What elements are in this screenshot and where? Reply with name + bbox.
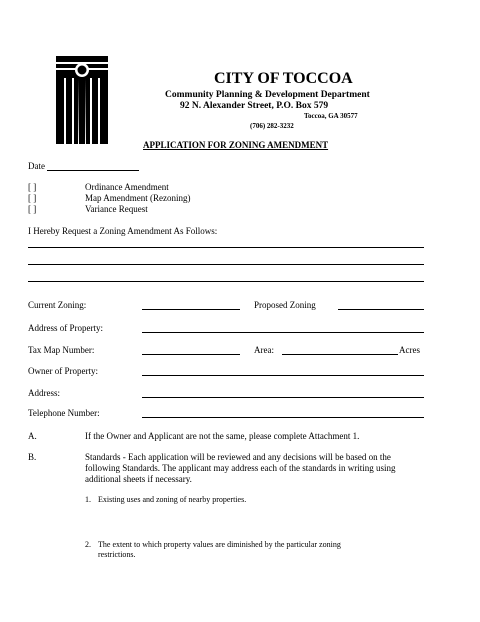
request-line-1[interactable] bbox=[28, 247, 424, 248]
proposed-zoning-label: Proposed Zoning bbox=[254, 300, 316, 310]
address-of-property-label: Address of Property: bbox=[28, 323, 103, 333]
telephone-number-label: Telephone Number: bbox=[28, 408, 100, 418]
form-title: APPLICATION FOR ZONING AMENDMENT bbox=[143, 140, 329, 150]
owner-of-property-label: Owner of Property: bbox=[28, 366, 98, 376]
section-a-text: If the Owner and Applicant are not the same, please complete Attachment 1. bbox=[85, 431, 360, 441]
acres-label: Acres bbox=[399, 345, 420, 355]
department-name: Community Planning & Development Department bbox=[165, 90, 370, 100]
street-address: 92 N. Alexander Street, P.O. Box 579 bbox=[180, 101, 329, 111]
checkbox-variance-request[interactable]: [ ] bbox=[28, 204, 37, 214]
area-field[interactable] bbox=[282, 354, 398, 355]
request-line-3[interactable] bbox=[28, 281, 424, 282]
section-b-text-line-1: Standards - Each application will be reviewed and any decisions will be based on the bbox=[85, 452, 391, 462]
label-variance-request: Variance Request bbox=[85, 204, 148, 214]
date-label: Date bbox=[28, 161, 45, 171]
phone-number: (706) 282-3232 bbox=[250, 122, 294, 130]
standard-2-text-line-1: The extent to which property values are diminished by the particular zoning bbox=[98, 540, 341, 549]
standard-2-text-line-2: restrictions. bbox=[98, 550, 136, 559]
label-map-amendment: Map Amendment (Rezoning) bbox=[85, 193, 191, 203]
section-b-letter: B. bbox=[28, 452, 37, 462]
section-b-text-line-3: additional sheets if necessary. bbox=[85, 474, 192, 484]
owner-address-label: Address: bbox=[28, 388, 60, 398]
section-b-text-line-2: following Standards. The applicant may address each of the standards in writing using bbox=[85, 463, 396, 473]
standard-2-number: 2. bbox=[85, 540, 91, 549]
city-state-zip: Toccoa, GA 30577 bbox=[304, 112, 358, 120]
standard-1-text: Existing uses and zoning of nearby properties. bbox=[98, 495, 247, 504]
tax-map-number-label: Tax Map Number: bbox=[28, 345, 95, 355]
checkbox-ordinance-amendment[interactable]: [ ] bbox=[28, 182, 37, 192]
checkbox-map-amendment[interactable]: [ ] bbox=[28, 193, 37, 203]
city-logo bbox=[56, 56, 108, 144]
city-name: CITY OF TOCCOA bbox=[214, 70, 353, 87]
owner-of-property-field[interactable] bbox=[142, 375, 424, 376]
section-a-letter: A. bbox=[28, 431, 37, 441]
standard-1-number: 1. bbox=[85, 495, 91, 504]
address-of-property-field[interactable] bbox=[142, 332, 424, 333]
tax-map-number-field[interactable] bbox=[142, 354, 240, 355]
owner-address-field[interactable] bbox=[142, 397, 424, 398]
current-zoning-field[interactable] bbox=[142, 309, 240, 310]
current-zoning-label: Current Zoning: bbox=[28, 300, 87, 310]
area-label: Area: bbox=[254, 345, 274, 355]
request-line-2[interactable] bbox=[28, 264, 424, 265]
date-field[interactable] bbox=[47, 170, 139, 171]
request-intro: I Hereby Request a Zoning Amendment As Follows: bbox=[28, 226, 218, 236]
proposed-zoning-field[interactable] bbox=[338, 309, 424, 310]
label-ordinance-amendment: Ordinance Amendment bbox=[85, 182, 169, 192]
telephone-number-field[interactable] bbox=[142, 417, 424, 418]
